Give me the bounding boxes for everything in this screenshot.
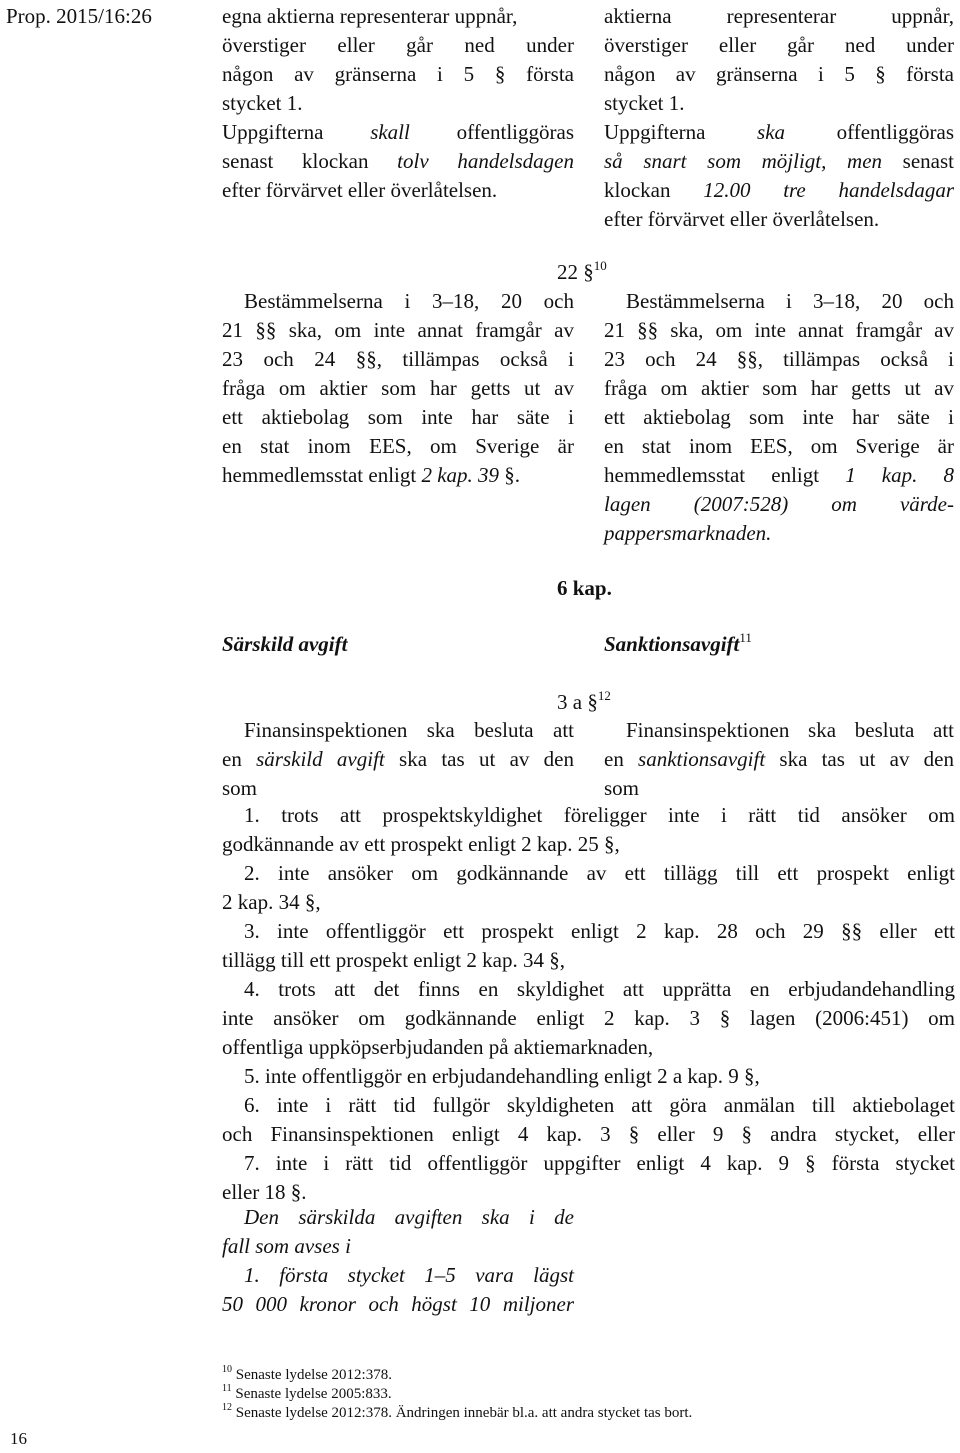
text-line: fråga om aktier som har getts ut av [222, 376, 574, 400]
tail-italic-block [222, 1203, 574, 1319]
text-line: 50 000 kronor och högst 10 miljoner [222, 1292, 574, 1316]
text-line: hemmedlemsstat enligt 1 kap. 8 [604, 463, 954, 487]
text-line: efter förvärvet eller överlåtelsen. [604, 207, 880, 231]
text-line: så snart som möjligt, men senast [604, 149, 954, 173]
text-line: Uppgifterna skall offentliggöras [222, 120, 574, 144]
prop-label: Prop. 2015/16:26 [6, 4, 152, 28]
text-line: stycket 1. [604, 91, 685, 115]
text-line: 1. första stycket 1–5 vara lägst [244, 1263, 574, 1287]
text-line: 23 och 24 §§, tillämpas också i [604, 347, 954, 371]
text-line: offentliga uppköpserbjudanden på aktiemarknaden, [222, 1035, 654, 1059]
top-right-text [604, 2, 954, 234]
list-item: 4. trots att det finns en skyldighet att upprätta en erbjudandehandling [244, 977, 955, 1001]
top-left-text [222, 2, 574, 205]
section-number-22: 22 §$^{10}$ [557, 258, 607, 284]
text-line: egna aktierna representerar uppnår, [222, 4, 518, 28]
footnote-ref: 10 [593, 258, 607, 273]
text-line: Finansinspektionen ska besluta att [244, 718, 574, 742]
chapter-heading: 6 kap. [557, 576, 612, 600]
text-line: eller 18 §. [222, 1180, 307, 1204]
text-line: Bestämmelserna i 3–18, 20 och [244, 289, 574, 313]
text-line: en stat inom EES, om Sverige är [604, 434, 954, 458]
text-line: Bestämmelserna i 3–18, 20 och [626, 289, 954, 313]
footnote-ref: 11 [739, 630, 752, 645]
text-line: inte ansöker om godkännande enligt 2 kap. 3 § lagen (2006:451) om [222, 1006, 955, 1030]
list-block [222, 801, 955, 1207]
footnote-ref: 12 [597, 688, 611, 703]
section-22-right [604, 287, 954, 548]
footnote: $^{10}$ Senaste lydelse 2012:378. [222, 1364, 392, 1383]
text-line: överstiger eller går ned under [222, 33, 574, 57]
text-line: fråga om aktier som har getts ut av [604, 376, 954, 400]
section-number-3a: 3 a §$^{12}$ [557, 688, 611, 714]
text-line: en sanktionsavgift ska tas ut av den [604, 747, 955, 771]
section-3a-left [222, 716, 574, 803]
text-line: ett aktiebolag som inte har säte i [222, 405, 574, 429]
text-line: senast klockan tolv handelsdagen [222, 149, 574, 173]
section-22-left [222, 287, 574, 490]
text-line: lagen (2007:528) om värde- [604, 492, 954, 516]
text-line: en särskild avgift ska tas ut av den [222, 747, 574, 771]
footnotes [222, 1366, 692, 1423]
heading-right: Sanktionsavgift$^{11}$ [604, 630, 752, 656]
list-item: 7. inte i rätt tid offentliggör uppgifter enligt 4 kap. 9 § första stycket [244, 1151, 955, 1175]
list-item: 3. inte offentliggör ett prospekt enligt 2 kap. 28 och 29 §§ eller ett [244, 919, 955, 943]
text-line: någon av gränserna i 5 § första [604, 62, 954, 86]
list-item: 1. trots att prospektskyldighet föreligger inte i rätt tid ansöker om [244, 803, 955, 827]
text-line: 2 kap. 34 §, [222, 890, 321, 914]
list-item: 6. inte i rätt tid fullgör skyldigheten att göra anmälan till aktiebolaget [244, 1093, 955, 1117]
text-line: 23 och 24 §§, tillämpas också i [222, 347, 574, 371]
text-line: tillägg till ett prospekt enligt 2 kap. 34 §, [222, 948, 565, 972]
text-line: stycket 1. [222, 91, 303, 115]
section-3a-right [604, 716, 954, 803]
text-line: 21 §§ ska, om inte annat framgår av [222, 318, 574, 342]
text-line: som [604, 776, 640, 800]
text-line: klockan 12.00 tre handelsdagar [604, 178, 954, 202]
text-line: en stat inom EES, om Sverige är [222, 434, 574, 458]
text-line: aktierna representerar uppnår, [604, 4, 954, 28]
text-line: pappersmarknaden. [604, 521, 772, 545]
text-line: hemmedlemsstat enligt 2 kap. 39 §. [222, 463, 521, 487]
text-line: godkännande av ett prospekt enligt 2 kap. 25 §, [222, 832, 620, 856]
footnote: $^{11}$ Senaste lydelse 2005:833. [222, 1383, 392, 1402]
list-item: 2. inte ansöker om godkännande av ett tillägg till ett prospekt enligt [244, 861, 955, 885]
text-line: fall som avses i [222, 1234, 351, 1258]
text-line: Uppgifterna ska offentliggöras [604, 120, 955, 144]
heading-left: Särskild avgift [222, 632, 348, 656]
page-number: 16 [10, 1429, 27, 1448]
footnote: $^{12}$ Senaste lydelse 2012:378. Ändringen innebär bl.a. att andra stycket tas bort. [222, 1402, 693, 1421]
text-line: ett aktiebolag som inte har säte i [604, 405, 954, 429]
text-line: 21 §§ ska, om inte annat framgår av [604, 318, 954, 342]
text-line: som [222, 776, 258, 800]
text-line: efter förvärvet eller överlåtelsen. [222, 178, 498, 202]
text-line: och Finansinspektionen enligt 4 kap. 3 § eller 9 § andra stycket, eller [222, 1122, 955, 1146]
text-line: Den särskilda avgiften ska i de [244, 1205, 574, 1229]
text-line: någon av gränserna i 5 § första [222, 62, 574, 86]
text-line: överstiger eller går ned under [604, 33, 954, 57]
list-item: 5. inte offentliggör en erbjudandehandling enligt 2 a kap. 9 §, [244, 1064, 760, 1088]
text-line: Finansinspektionen ska besluta att [626, 718, 954, 742]
